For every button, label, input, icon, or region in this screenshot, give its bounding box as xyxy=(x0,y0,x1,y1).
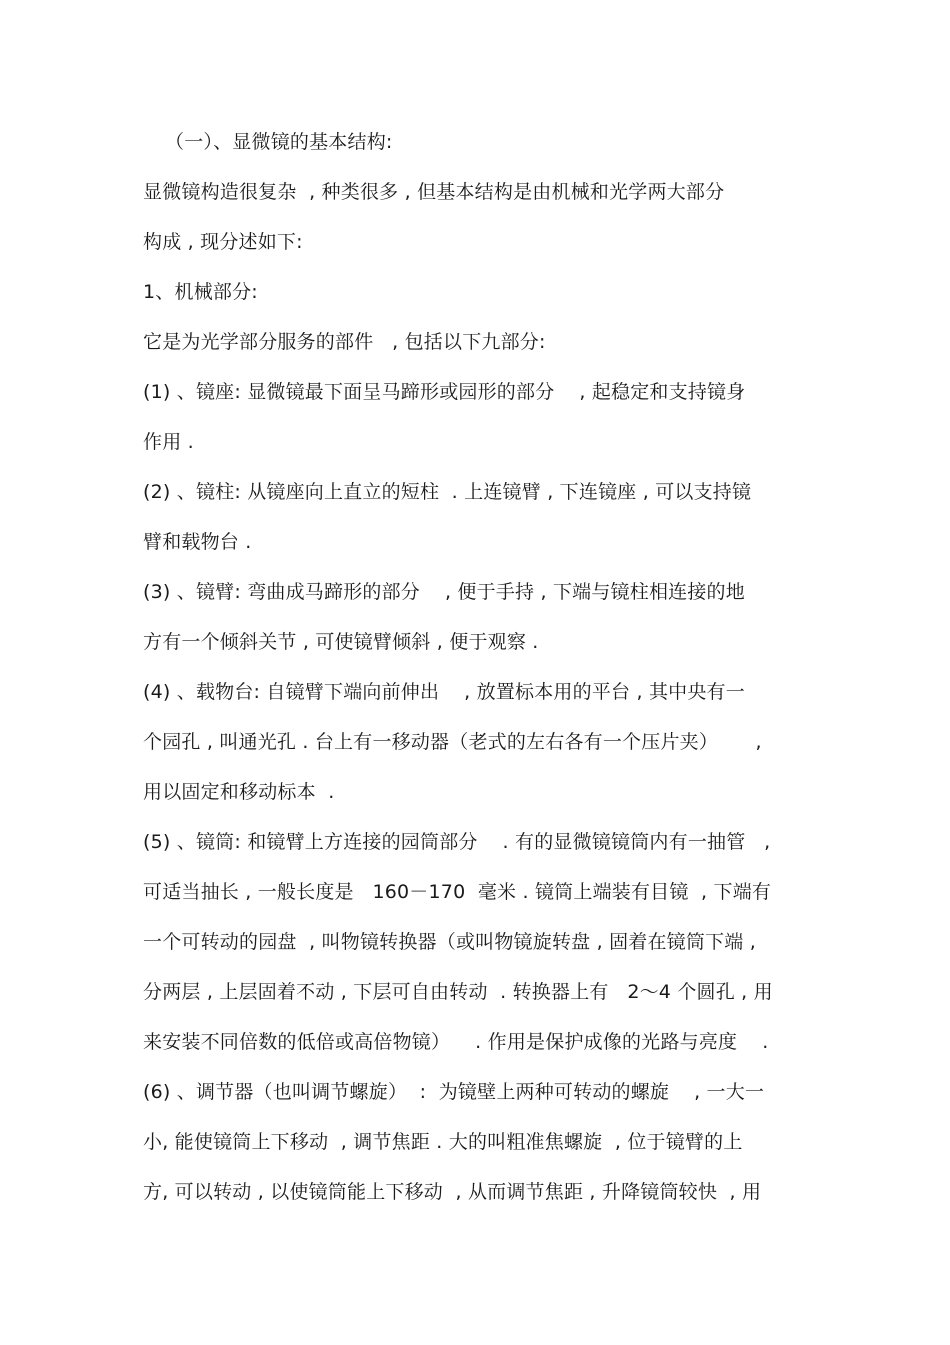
text-line: 小, 能使镜筒上下移动 , 调节焦距 . 大的叫粗准焦螺旋 , 位于镜臂的上 xyxy=(143,1131,743,1153)
text-line: 方, 可以转动 , 以使镜筒能上下移动 , 从而调节焦距 , 升降镜筒较快 , 用 xyxy=(143,1181,762,1203)
text-line: 它是为光学部分服务的部件 , 包括以下九部分: xyxy=(143,331,546,353)
text-line: (4) 、载物台: 自镜臂下端向前伸出 , 放置标本用的平台 , 其中央有一 xyxy=(143,681,745,703)
text-line: (2) 、镜柱: 从镜座向上直立的短柱 . 上连镜臂 , 下连镜座 , 可以支持镜 xyxy=(143,481,752,503)
text-line: 个园孔 , 叫通光孔 . 台上有一移动器（老式的左右各有一个压片夹） , xyxy=(143,731,762,753)
text-line: 显微镜构造很复杂 , 种类很多 , 但基本结构是由机械和光学两大部分 xyxy=(143,181,725,203)
text-line: 臂和载物台 . xyxy=(143,531,252,553)
text-line: (3) 、镜臂: 弯曲成马蹄形的部分 , 便于手持 , 下端与镜柱相连接的地 xyxy=(143,581,745,603)
section-heading: （一）、显微镜的基本结构: xyxy=(165,131,393,153)
text-line: 构成 , 现分述如下: xyxy=(143,231,303,253)
text-line: 一个可转动的园盘 , 叫物镜转换器（或叫物镜旋转盘 , 固着在镜筒下端 , xyxy=(143,931,756,953)
text-line: 来安装不同倍数的低倍或高倍物镜） . 作用是保护成像的光路与亮度 . xyxy=(143,1031,769,1053)
text-line: (6) 、调节器（也叫调节螺旋） : 为镜壁上两种可转动的螺旋 , 一大一 xyxy=(143,1081,765,1103)
text-line: 1、机械部分: xyxy=(143,281,258,303)
text-line: (5) 、镜筒: 和镜臂上方连接的园筒部分 . 有的显微镜镜筒内有一抽管 , xyxy=(143,831,771,853)
text-line: 方有一个倾斜关节 , 可使镜臂倾斜 , 便于观察 . xyxy=(143,631,539,653)
text-line: 分两层 , 上层固着不动 , 下层可自由转动 . 转换器上有 2～4 个圆孔 , 用 xyxy=(143,981,773,1003)
text-line: 用以固定和移动标本 . xyxy=(143,781,335,803)
text-line: 作用 . xyxy=(143,431,194,453)
text-line: 可适当抽长 , 一般长度是 160－170 毫米 . 镜筒上端装有目镜 , 下端有 xyxy=(143,881,772,903)
text-line: (1) 、镜座: 显微镜最下面呈马蹄形或园形的部分 , 起稳定和支持镜身 xyxy=(143,381,746,403)
